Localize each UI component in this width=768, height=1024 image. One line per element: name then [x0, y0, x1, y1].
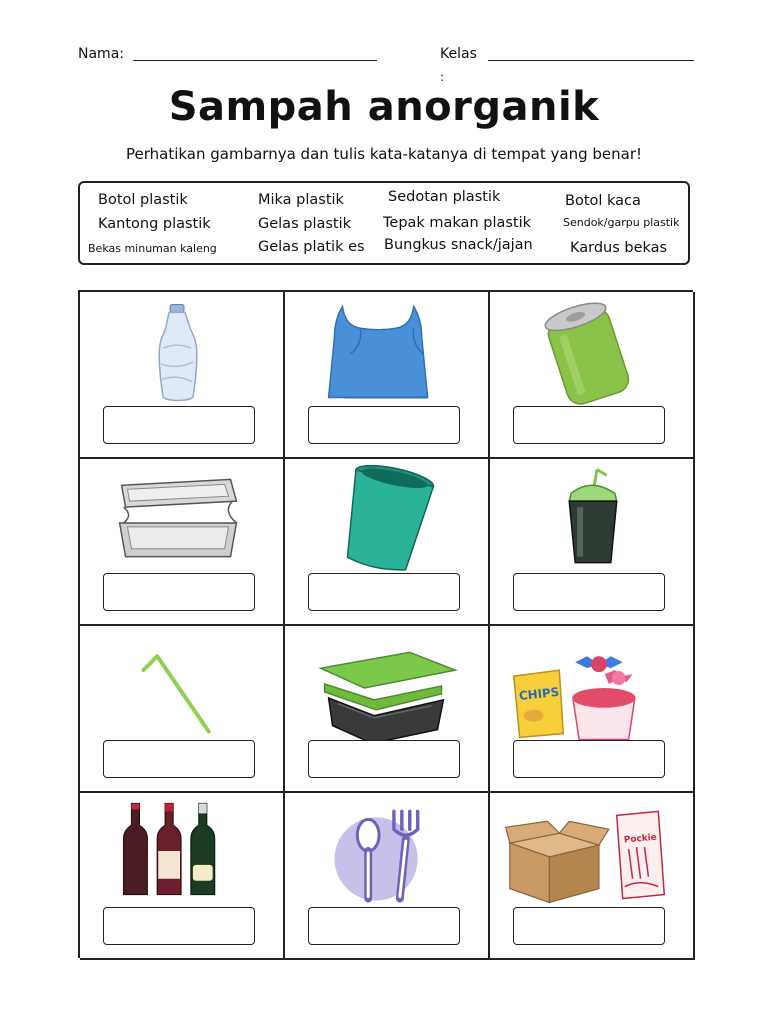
answer-box[interactable]	[103, 740, 255, 778]
picture-grid	[78, 290, 693, 958]
word-bungkus-snack-jajan: Bungkus snack/jajan	[384, 237, 533, 253]
instruction-text: Perhatikan gambarnya dan tulis kata-katanya di tempat yang benar!	[125, 145, 643, 163]
iced-drink-cup-icon	[490, 465, 693, 573]
name-field[interactable]	[133, 60, 377, 61]
snack-wrappers-icon	[490, 632, 693, 740]
plastic-cup-icon	[285, 465, 488, 573]
plastic-bag-icon	[285, 298, 488, 406]
class-field[interactable]	[488, 60, 694, 61]
glass-bottles-icon	[80, 799, 283, 907]
page-title: Sampah anorganik	[168, 84, 600, 130]
plastic-bottle-icon	[80, 298, 283, 406]
picture-cell	[285, 459, 490, 626]
lunch-box-icon	[285, 632, 488, 740]
answer-box[interactable]	[103, 907, 255, 945]
clamshell-container-icon	[80, 465, 283, 573]
word-gelas-plastik: Gelas plastik	[258, 216, 352, 232]
chips-label: CHIPS	[518, 684, 560, 703]
drinking-straw-icon	[80, 632, 283, 740]
word-bekas-minuman-kaleng: Bekas minuman kaleng	[88, 242, 217, 255]
answer-box[interactable]	[513, 740, 665, 778]
answer-box[interactable]	[513, 573, 665, 611]
picture-cell	[285, 292, 490, 459]
word-mika-plastik: Mika plastik	[258, 192, 344, 208]
picture-cell	[80, 292, 285, 459]
stray-colon: :	[440, 70, 445, 84]
picture-cell	[80, 793, 285, 960]
name-label: Nama:	[78, 46, 124, 62]
answer-box[interactable]	[308, 406, 460, 444]
pockie-label: Pockie	[623, 832, 658, 846]
answer-box[interactable]	[513, 406, 665, 444]
picture-cell	[80, 626, 285, 793]
soda-can-icon	[490, 298, 693, 406]
picture-cell	[285, 793, 490, 960]
word-gelas-platik-es: Gelas platik es	[258, 239, 365, 255]
word-sedotan-plastik: Sedotan plastik	[388, 189, 501, 205]
answer-box[interactable]	[308, 907, 460, 945]
answer-box[interactable]	[513, 907, 665, 945]
answer-box[interactable]	[308, 740, 460, 778]
spoon-fork-icon	[285, 799, 488, 907]
word-bank	[78, 181, 690, 265]
picture-cell	[490, 793, 695, 960]
word-botol-plastik: Botol plastik	[98, 192, 188, 208]
word-botol-kaca: Botol kaca	[565, 193, 641, 209]
class-label: Kelas	[440, 46, 477, 62]
picture-cell	[490, 626, 695, 793]
cardboard-box-icon	[490, 799, 693, 907]
picture-cell	[490, 292, 695, 459]
answer-box[interactable]	[103, 406, 255, 444]
word-sendok-garpu-plastik: Sendok/garpu plastik	[563, 216, 680, 229]
picture-cell	[490, 459, 695, 626]
answer-box[interactable]	[308, 573, 460, 611]
word-kantong-plastik: Kantong plastik	[98, 216, 211, 232]
word-tepak-makan-plastik: Tepak makan plastik	[383, 215, 532, 231]
answer-box[interactable]	[103, 573, 255, 611]
picture-cell	[80, 459, 285, 626]
picture-cell	[285, 626, 490, 793]
word-kardus-bekas: Kardus bekas	[570, 240, 668, 256]
